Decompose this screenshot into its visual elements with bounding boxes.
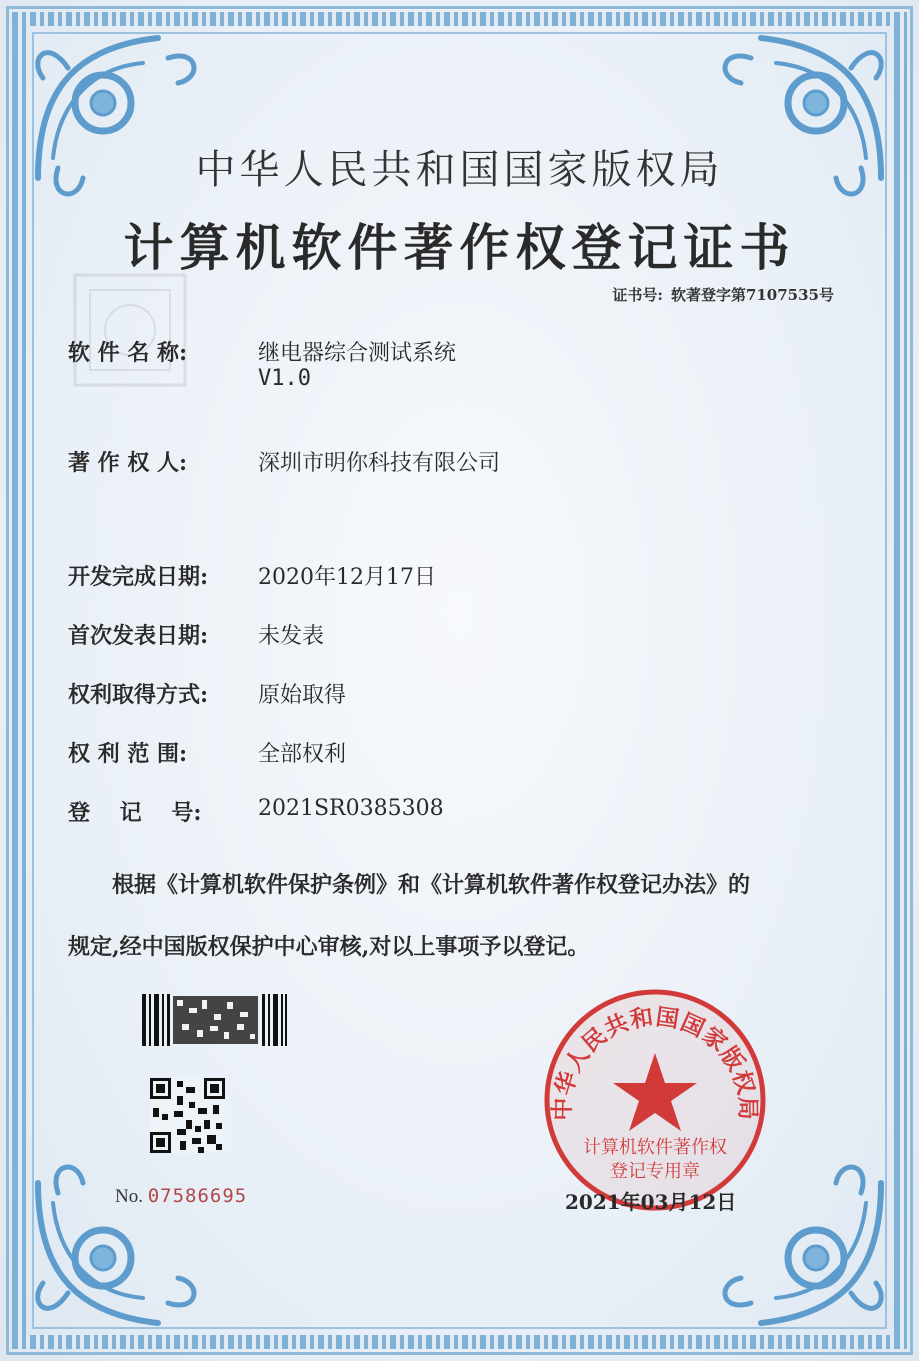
field-value: 继电器综合测试系统: [258, 341, 457, 366]
field-value: 2021SR0385308: [258, 796, 444, 821]
field-scope: [68, 737, 347, 768]
field-copyright-owner: [68, 446, 501, 477]
field-value: 深圳市明你科技有限公司: [258, 451, 501, 476]
seal-outer-text: 中华人民共和国国家版权局: [549, 1004, 761, 1121]
serial-value: 07586695: [147, 1185, 248, 1207]
field-value: 原始取得: [258, 683, 347, 708]
seal-inner-line-1: 计算机软件著作权: [583, 1137, 727, 1158]
issue-date: 2021年03月12日: [565, 1190, 737, 1214]
field-completion-date: [68, 560, 436, 591]
field-label: 权利取得方式:: [68, 682, 209, 708]
field-label: 著 作 权 人:: [68, 450, 188, 476]
statement-line-1: 根据《计算机软件保护条例》和《计算机软件著作权登记办法》的: [112, 872, 751, 898]
field-software-name: [68, 336, 457, 391]
watermark-emblem-icon: [70, 270, 190, 390]
issuer-name: 中华人民共和国国家版权局: [195, 147, 724, 193]
certificate-number-value: 软著登字第7107535号: [670, 286, 834, 304]
field-registration-no: [68, 796, 444, 827]
certificate-number: [604, 284, 834, 305]
seal-inner-line-2: 登记专用章: [610, 1161, 700, 1182]
certificate-title: 计算机软件著作权登记证书: [123, 218, 796, 277]
corner-ornament-bottom-left: [8, 1143, 218, 1353]
statement-line-2: 规定,经中国版权保护中心审核,对以上事项予以登记。: [68, 934, 590, 960]
field-label: 首次发表日期:: [68, 623, 209, 649]
field-value: 未发表: [258, 624, 325, 649]
field-version: V1.0: [258, 366, 311, 391]
serial-label: No.: [115, 1186, 143, 1207]
field-label: 权 利 范 围:: [68, 741, 188, 767]
field-label: 软 件 名 称:: [68, 340, 188, 366]
field-first-publication: [68, 619, 325, 650]
serial-number: [115, 1185, 247, 1208]
field-value: 2020年12月17日: [258, 565, 436, 590]
certificate-number-label: 证书号:: [612, 286, 663, 304]
qr-code-icon: [150, 1078, 225, 1153]
field-label: 开发完成日期:: [68, 564, 209, 590]
field-acquisition: [68, 678, 347, 709]
field-label: 登 记 号:: [68, 800, 202, 826]
barcode-icon: [142, 994, 287, 1046]
official-seal: [540, 985, 770, 1215]
field-value: 全部权利: [258, 742, 347, 767]
